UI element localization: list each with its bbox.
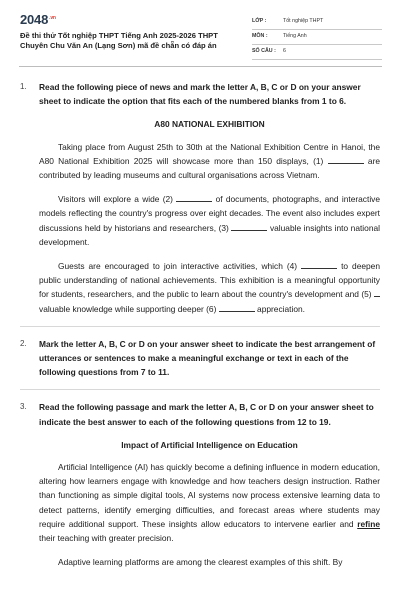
- blank-3: [231, 222, 267, 231]
- blank-6: [219, 303, 255, 312]
- header-divider: [19, 66, 382, 67]
- section-divider: [20, 389, 380, 390]
- class-value: Tốt nghiệp THPT: [283, 18, 324, 24]
- content: [20, 80, 380, 579]
- blank-1: [328, 155, 364, 164]
- question-instruction: Mark the letter A, B, C or D on your answer sheet to indicate the best arrangement of utterances or sentences to make a meaningful exchange or text in each of the following questions from 7 to 11.: [39, 338, 376, 378]
- question-count-value: 6: [283, 48, 286, 54]
- meta-box: [252, 15, 382, 60]
- passage-paragraph-2: Adaptive learning platforms are among the clearest examples of this shift. By: [58, 557, 343, 568]
- passage-paragraph-2: Visitors will explore a wide (2) of documents, photographs, and interactive models reflecting the country's progress over eight decades. The event also includes expert discussions held by historians and researchers, (3) valuable insights into national development.: [39, 194, 381, 247]
- header: [0, 0, 400, 60]
- question-instruction: Read the following piece of news and mark the letter A, B, C or D on your answer sheet to indicate the option that fits each of the numbered blanks from 1 to 6.: [39, 82, 361, 107]
- passage-title: Impact of Artificial Intelligence on Education: [121, 439, 298, 450]
- passage-title: A80 NATIONAL EXHIBITION: [154, 119, 265, 130]
- meta-row-subject: [252, 30, 382, 45]
- passage-paragraph-3: Guests are encouraged to join interactive activities, which (4) to deepen public understanding of national achievements. This exhibition is a meaningful opportunity for students, researchers, and the public to learn about the country's development and (5) valuable knowledge while supporting deeper (6) appreciation.: [39, 261, 380, 314]
- passage-paragraph-1: Taking place from August 25th to 30th at the National Exhibition Centre in Hanoi, the A80 National Exhibition 2025 will showcase more than 150 displays, (1) are contributed by leading museums and cultural organisations across Vietnam.: [39, 141, 381, 181]
- meta-row-class: [252, 15, 382, 30]
- subject-label: MÔN :: [252, 33, 268, 39]
- meta-row-count: [252, 45, 382, 60]
- question-instruction: Read the following passage and mark the letter A, B, C or D on your answer sheet to indicate the best answer to each of the following questions from 12 to 19.: [39, 402, 374, 427]
- blank-2: [176, 193, 212, 202]
- question-number: 3.: [20, 402, 27, 412]
- question-3: [20, 400, 380, 428]
- question-2: [20, 337, 380, 380]
- question-number: 2.: [20, 338, 27, 348]
- logo-suffix: .vn: [49, 15, 56, 21]
- site-logo[interactable]: [20, 12, 56, 27]
- section-divider: [20, 326, 380, 327]
- logo-text: 2048: [20, 12, 49, 27]
- highlighted-word: refine: [357, 518, 381, 529]
- blank-4: [301, 260, 337, 269]
- passage-paragraph-1: Artificial Intelligence (AI) has quickly become a defining influence in modern education, altering how learners engage with knowledge and how teachers design instruction. Rather than functioning as simple digital tools, AI systems now process extensive learning data to detect patterns, identify emerging difficulties, and forecast areas where students may require additional support. These insights allow educators to intervene earlier and refine their teaching with greater precision.: [39, 462, 381, 544]
- question-count-label: SỐ CÂU :: [252, 48, 276, 54]
- question-1: [20, 80, 380, 108]
- blank-5: [374, 288, 380, 297]
- class-label: LỚP :: [252, 18, 267, 24]
- subject-value: Tiếng Anh: [283, 33, 307, 39]
- question-number: 1.: [20, 82, 27, 91]
- document-title: Đề thi thử Tốt nghiệp THPT Tiếng Anh 2025-2026 THPT Chuyên Chu Văn An (Lạng Sơn) mã đề chẵn có đáp án: [20, 31, 218, 50]
